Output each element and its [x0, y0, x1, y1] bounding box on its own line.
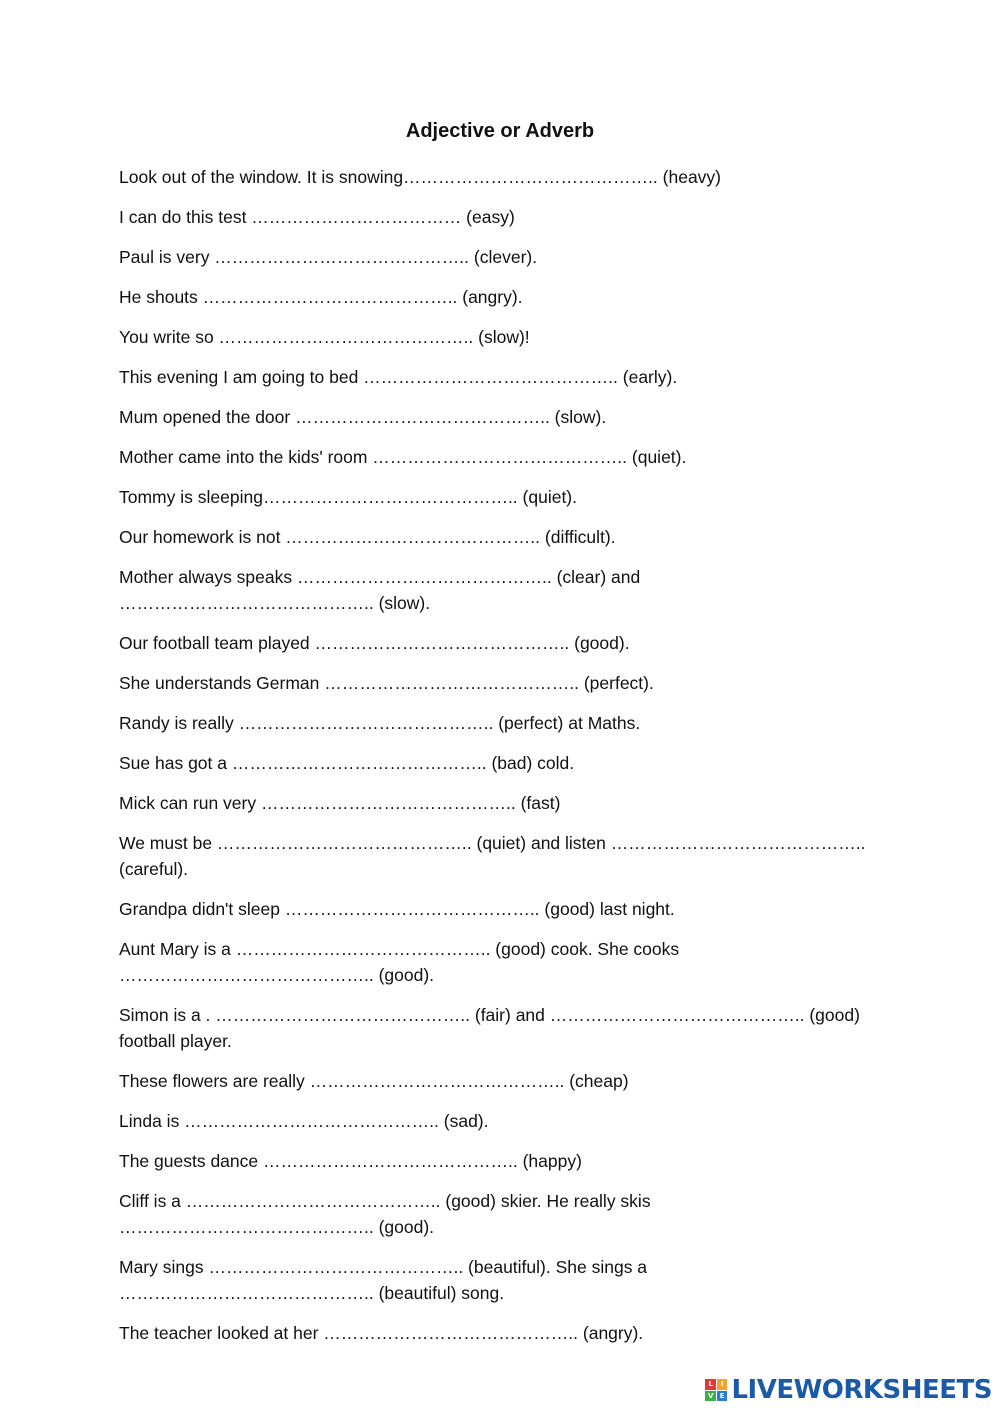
exercise-list [119, 164, 889, 1360]
exercise-line: The teacher looked at her …………………………………….. (angry). [119, 1323, 644, 1343]
exercise-line: Sue has got a …………………………………….. (bad) cold. [119, 753, 575, 773]
exercise-line: Mother always speaks …………………………………….. (clear) and …………………………………….. (slow). [119, 567, 641, 613]
exercise-line: Mary sings …………………………………….. (beautiful). She sings a …………………………………….. (beautiful) song. [119, 1257, 648, 1303]
exercise-line: This evening I am going to bed …………………………………….. (early). [119, 367, 678, 387]
exercise-line: Paul is very …………………………………….. (clever). [119, 247, 538, 267]
exercise-line: Aunt Mary is a …………………………………….. (good) cook. She cooks …………………………………….. (good). [119, 939, 680, 985]
exercise-line: We must be …………………………………….. (quiet) and listen …………………………………….. (careful). [119, 833, 866, 879]
logo-tile: L [705, 1379, 716, 1390]
exercise-line: Mum opened the door …………………………………….. (slow). [119, 407, 607, 427]
exercise-line: Randy is really …………………………………….. (perfect) at Maths. [119, 713, 641, 733]
logo-tile: I [717, 1379, 728, 1390]
exercise-line: He shouts …………………………………….. (angry). [119, 287, 523, 307]
exercise-line: Look out of the window. It is snowing…………………………………….. (heavy) [119, 167, 721, 187]
worksheet-title: Adjective or Adverb [405, 120, 595, 142]
exercise-line: Grandpa didn't sleep …………………………………….. (good) last night. [119, 899, 675, 919]
exercise-line: Mick can run very …………………………………….. (fast) [119, 793, 561, 813]
exercise-line: Cliff is a …………………………………….. (good) skier. He really skis …………………………………….. (good). [119, 1191, 651, 1237]
exercise-line: I can do this test ……………………………… (easy) [119, 207, 515, 227]
exercise-line: Our football team played …………………………………….. (good). [119, 633, 630, 653]
exercise-line: Our homework is not …………………………………….. (difficult). [119, 527, 616, 547]
exercise-line: Tommy is sleeping…………………………………….. (quiet). [119, 487, 577, 507]
exercise-line: These flowers are really …………………………………….. (cheap) [119, 1071, 629, 1091]
logo-tile: E [717, 1391, 728, 1402]
exercise-line: The guests dance …………………………………….. (happy) [119, 1151, 582, 1171]
liveworksheets-logo-text: LIVEWORKSHEETS [731, 1375, 992, 1405]
logo-tile: V [705, 1391, 716, 1402]
exercise-line: Simon is a . …………………………………….. (fair) and …………………………………….. (good) football player. [119, 1005, 860, 1051]
exercise-line: She understands German …………………………………….. (perfect). [119, 673, 654, 693]
exercise-line: Linda is …………………………………….. (sad). [119, 1111, 489, 1131]
exercise-line: You write so …………………………………….. (slow)! [119, 327, 530, 347]
liveworksheets-logo[interactable] [705, 1375, 992, 1405]
liveworksheets-logo-icon [705, 1379, 727, 1401]
exercise-line: Mother came into the kids' room …………………………………….. (quiet). [119, 447, 687, 467]
